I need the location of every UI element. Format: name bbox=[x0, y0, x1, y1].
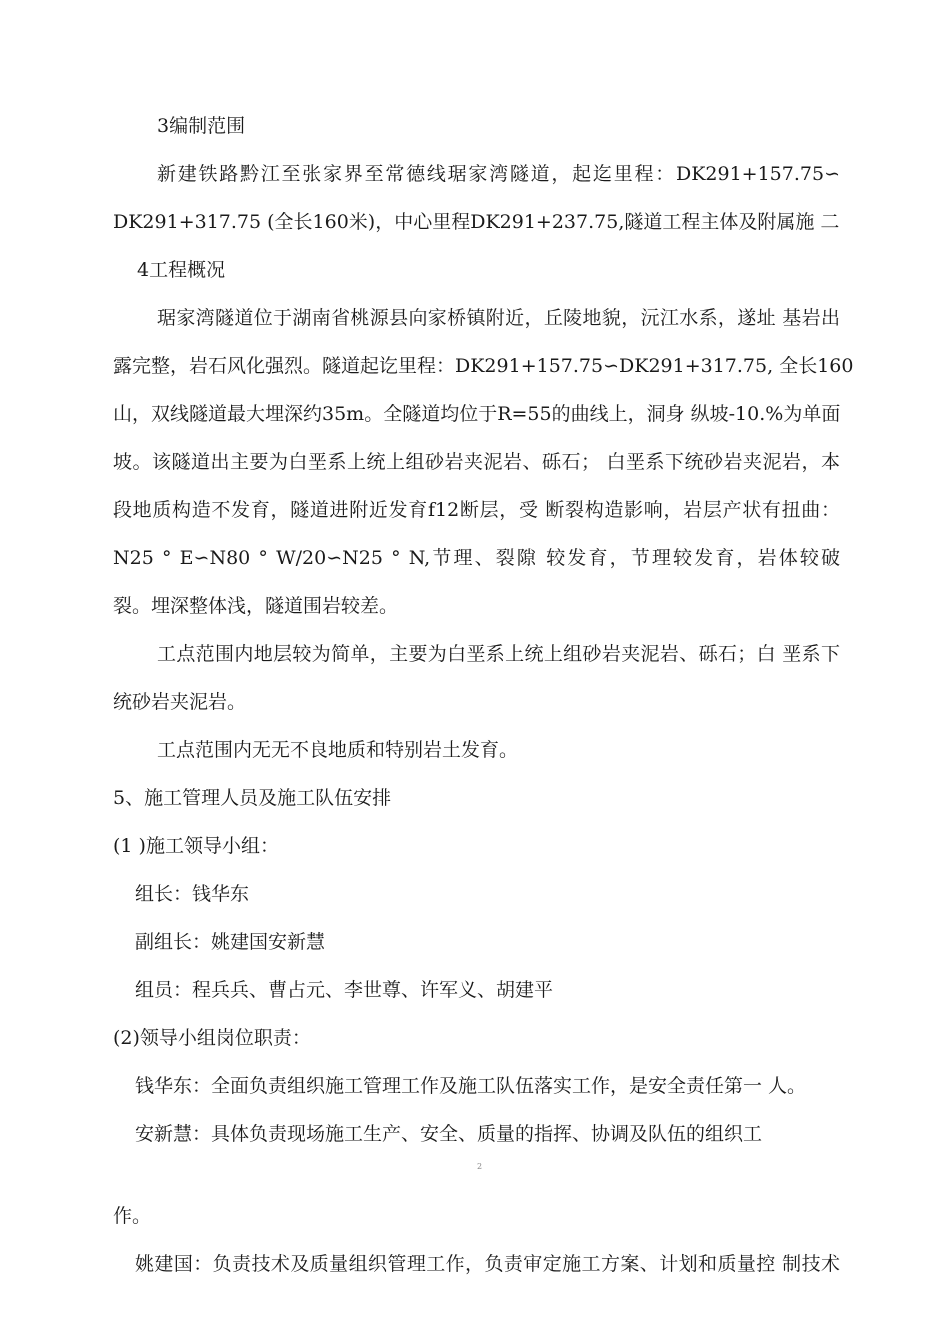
section-3-line-1: 新建铁路黔江至张家界至常德线琚家湾隧道，起迄里程：DK291+157.75∽ bbox=[157, 163, 840, 185]
section-4-para3: 工点范围内无无不良地质和特别岩土发育。 bbox=[157, 739, 519, 761]
deputy-line: 副组长：姚建国安新慧 bbox=[135, 931, 326, 953]
section-4-para1-line-4: 坡。该隧道出主要为白垩系上统上组砂岩夹泥岩、砾石； 白垩系下统砂岩夹泥岩，本 bbox=[113, 451, 840, 473]
section-4-para1-line-6: N25 ° E∽N80 ° W/20∽N25 ° N,节理、裂隙 较发育，节理较发育，岩体较破 bbox=[113, 547, 840, 569]
section-4-heading: 4工程概况 bbox=[137, 259, 226, 281]
section-3-heading: 3编制范围 bbox=[157, 115, 246, 137]
section-5-heading: 5、施工管理人员及施工队伍安排 bbox=[113, 787, 392, 809]
section-4-para1-line-5: 段地质构造不发育，隧道进附近发育f12断层，受 断裂构造影响，岩层产状有扭曲： bbox=[113, 499, 840, 521]
leader-line: 组长：钱华东 bbox=[135, 883, 250, 905]
page-number: 2 bbox=[477, 1162, 483, 1171]
section-4-para2-line-1: 工点范围内地层较为简单，主要为白垩系上统上组砂岩夹泥岩、砾石；白 垩系下 bbox=[157, 643, 840, 665]
section-4-para1-line-3: 山，双线隧道最大埋深约35m。全隧道均位于R=55的曲线上，洞身 纵坡-10.%为单面 bbox=[113, 403, 841, 425]
section-5-sub1: (1 )施工领导小组： bbox=[113, 835, 279, 857]
duty-2-line-1: 安新慧：具体负责现场施工生产、安全、质量的指挥、协调及队伍的组织工 bbox=[135, 1123, 763, 1145]
section-4-para1-line-1: 琚家湾隧道位于湖南省桃源县向家桥镇附近，丘陵地貌，沅江水系，遂址 基岩出 bbox=[157, 307, 840, 329]
section-4-para1-line-2: 露完整，岩石风化强烈。隧道起讫里程：DK291+157.75∽DK291+317.75, 全长160 bbox=[113, 355, 854, 377]
duty-3: 姚建国：负责技术及质量组织管理工作，负责审定施工方案、计划和质量控 制技术 bbox=[135, 1253, 840, 1275]
section-3-line-2: DK291+317.75 (全长160米)，中心里程DK291+237.75,隧道工程主体及附属施 二 bbox=[113, 211, 840, 233]
section-4-para2-line-2: 统砂岩夹泥岩。 bbox=[113, 691, 247, 713]
duty-1: 钱华东：全面负责组织施工管理工作及施工队伍落实工作，是安全责任第一 人。 bbox=[135, 1075, 807, 1097]
section-5-sub2: (2)领导小组岗位职责： bbox=[113, 1027, 311, 1049]
duty-2-line-2: 作。 bbox=[113, 1205, 152, 1227]
members-line: 组员：程兵兵、曹占元、李世尊、许军义、胡建平 bbox=[135, 979, 554, 1001]
section-4-para1-line-7: 裂。埋深整体浅，隧道围岩较差。 bbox=[113, 595, 399, 617]
